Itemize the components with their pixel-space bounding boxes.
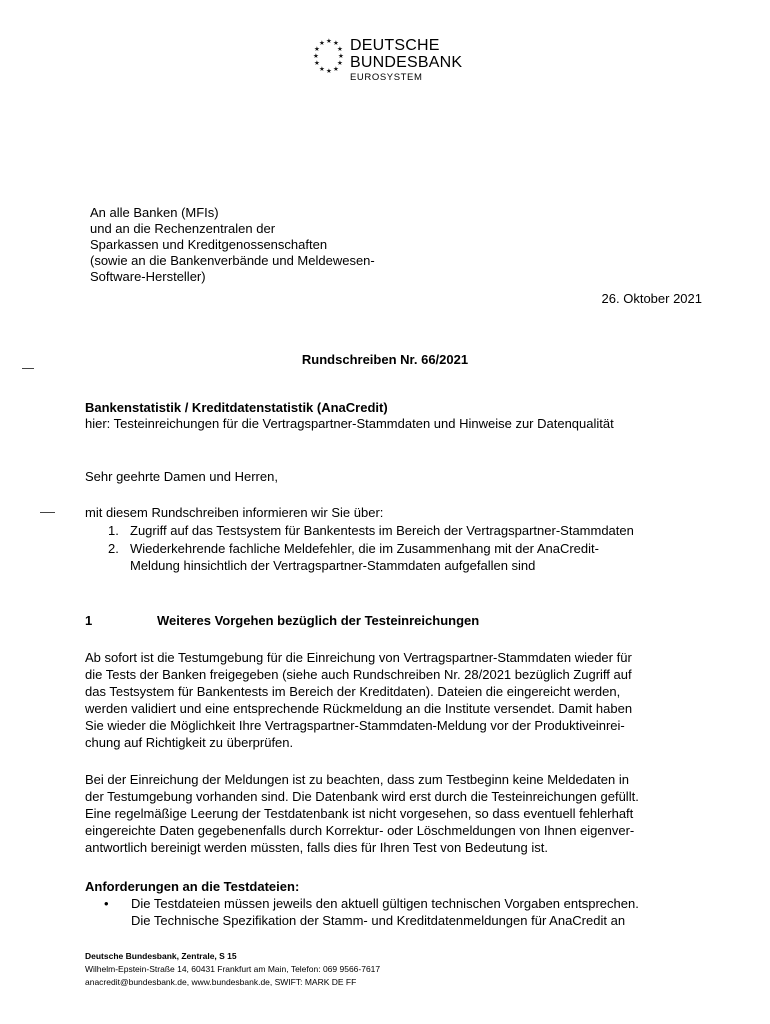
- svg-text:★: ★: [326, 37, 332, 45]
- bundesbank-logo: [312, 36, 482, 86]
- salutation-text: Sehr geehrte Damen und Herren,: [85, 469, 278, 484]
- requirements-heading: Anforderungen an die Testdateien:: [85, 879, 300, 894]
- intro-text: mit diesem Rundschreiben informieren wir Sie über:: [85, 505, 384, 520]
- bullet-text: Die Testdateien müssen jeweils den aktuell gültigen technischen Vorgaben entsprechen.: [131, 896, 639, 911]
- address-line: An alle Banken (MFIs): [90, 205, 219, 220]
- paragraph-line: Eine regelmäßige Leerung der Testdatenbank ist nicht vorgesehen, so dass eventuell fehlerhaft: [85, 806, 634, 821]
- intro: [85, 504, 705, 521]
- footer-address: Wilhelm-Epstein-Straße 14, 60431 Frankfurt am Main, Telefon: 069 9566-7617: [85, 964, 381, 974]
- svg-text:★: ★: [333, 65, 339, 73]
- svg-text:★: ★: [313, 52, 319, 60]
- address-line: und an die Rechenzentralen der: [90, 221, 276, 236]
- svg-text:★: ★: [319, 39, 325, 47]
- bullet-icon: •: [104, 896, 109, 911]
- footer: [85, 950, 380, 989]
- svg-text:★: ★: [338, 52, 344, 60]
- section-title: Weiteres Vorgehen bezüglich der Testeinreichungen: [157, 613, 480, 628]
- paragraph-line: Sie wieder die Möglichkeit Ihre Vertragspartner-Stammdaten-Meldung vor der Produktiveinrei-: [85, 718, 625, 733]
- logo-text-deutsche: DEUTSCHE: [350, 37, 440, 54]
- svg-text:★: ★: [337, 45, 343, 53]
- paragraph-line: Bei der Einreichung der Meldungen ist zu beachten, dass zum Testbeginn keine Meldedaten in: [85, 772, 629, 787]
- logo-text-eurosystem: EUROSYSTEM: [350, 72, 423, 83]
- svg-text:★: ★: [314, 59, 320, 67]
- fold-mark: [40, 512, 55, 513]
- subject-title: Bankenstatistik / Kreditdatenstatistik (AnaCredit): [85, 400, 388, 415]
- svg-text:★: ★: [326, 67, 332, 75]
- letter-date: 26. Oktober 2021: [601, 291, 702, 306]
- footer-contact: anacredit@bundesbank.de, www.bundesbank.de, SWIFT: MARK DE FF: [85, 977, 357, 987]
- list-number: 1.: [108, 523, 119, 538]
- paragraph-2: [85, 771, 705, 856]
- list-number: 2.: [108, 541, 119, 556]
- paragraph-1: [85, 649, 705, 751]
- logo-text-bundesbank: BUNDESBANK: [350, 54, 463, 71]
- list-text: Meldung hinsichtlich der Vertragspartner-Stammdaten aufgefallen sind: [130, 558, 536, 573]
- svg-text:★: ★: [333, 39, 339, 47]
- salutation: [85, 468, 705, 485]
- list-text: Wiederkehrende fachliche Meldefehler, die im Zusammenhang mit der AnaCredit-: [130, 541, 599, 556]
- section-number: 1: [85, 613, 93, 628]
- paragraph-line: das Testsystem für Bankentests im Bereich der Kreditdaten). Dateien die eingereicht werden,: [85, 684, 621, 699]
- footer-org: Deutsche Bundesbank, Zentrale, S 15: [85, 951, 237, 961]
- svg-text:★: ★: [314, 45, 320, 53]
- paragraph-line: der Testumgebung vorhanden sind. Die Datenbank wird erst durch die Testeinreichungen gefüllt.: [85, 789, 639, 804]
- recipient-address: [90, 205, 375, 285]
- requirements: [85, 878, 705, 895]
- svg-text:★: ★: [319, 65, 325, 73]
- paragraph-line: Ab sofort ist die Testumgebung für die Einreichung von Vertragspartner-Stammdaten wieder für: [85, 650, 632, 665]
- subject-subtitle: hier: Testeinreichungen für die Vertragspartner-Stammdaten und Hinweise zur Datenqualität: [85, 416, 614, 431]
- svg-text:★: ★: [337, 59, 343, 67]
- list-text: Zugriff auf das Testsystem für Bankentests im Bereich der Vertragspartner-Stammdaten: [130, 523, 634, 538]
- subject-block: [85, 400, 614, 432]
- address-line: (sowie an die Bankenverbände und Meldewesen-: [90, 253, 375, 268]
- bullet-text: Die Technische Spezifikation der Stamm- und Kreditdatenmeldungen für AnaCredit an: [131, 913, 626, 928]
- paragraph-line: die Tests der Banken freigegeben (siehe auch Rundschreiben Nr. 28/2021 bezüglich Zugriff auf: [85, 667, 632, 682]
- address-line: Software-Hersteller): [90, 269, 206, 284]
- paragraph-line: antwortlich bereinigt werden müssten, falls dies für Ihren Test von Bedeutung ist.: [85, 840, 548, 855]
- circular-title: Rundschreiben Nr. 66/2021: [301, 352, 469, 367]
- paragraph-line: chung auf Richtigkeit zu überprüfen.: [85, 735, 294, 750]
- paragraph-line: eingereichte Daten gegebenenfalls durch Korrektur- oder Löschmeldungen von Ihnen eigenver-: [85, 823, 635, 838]
- euro-stars-icon: [312, 36, 348, 76]
- address-line: Sparkassen und Kreditgenossenschaften: [90, 237, 328, 252]
- paragraph-line: werden validiert und eine entsprechende Rückmeldung an die Institute versendet. Damit haben: [85, 701, 633, 716]
- fold-mark: [22, 368, 34, 369]
